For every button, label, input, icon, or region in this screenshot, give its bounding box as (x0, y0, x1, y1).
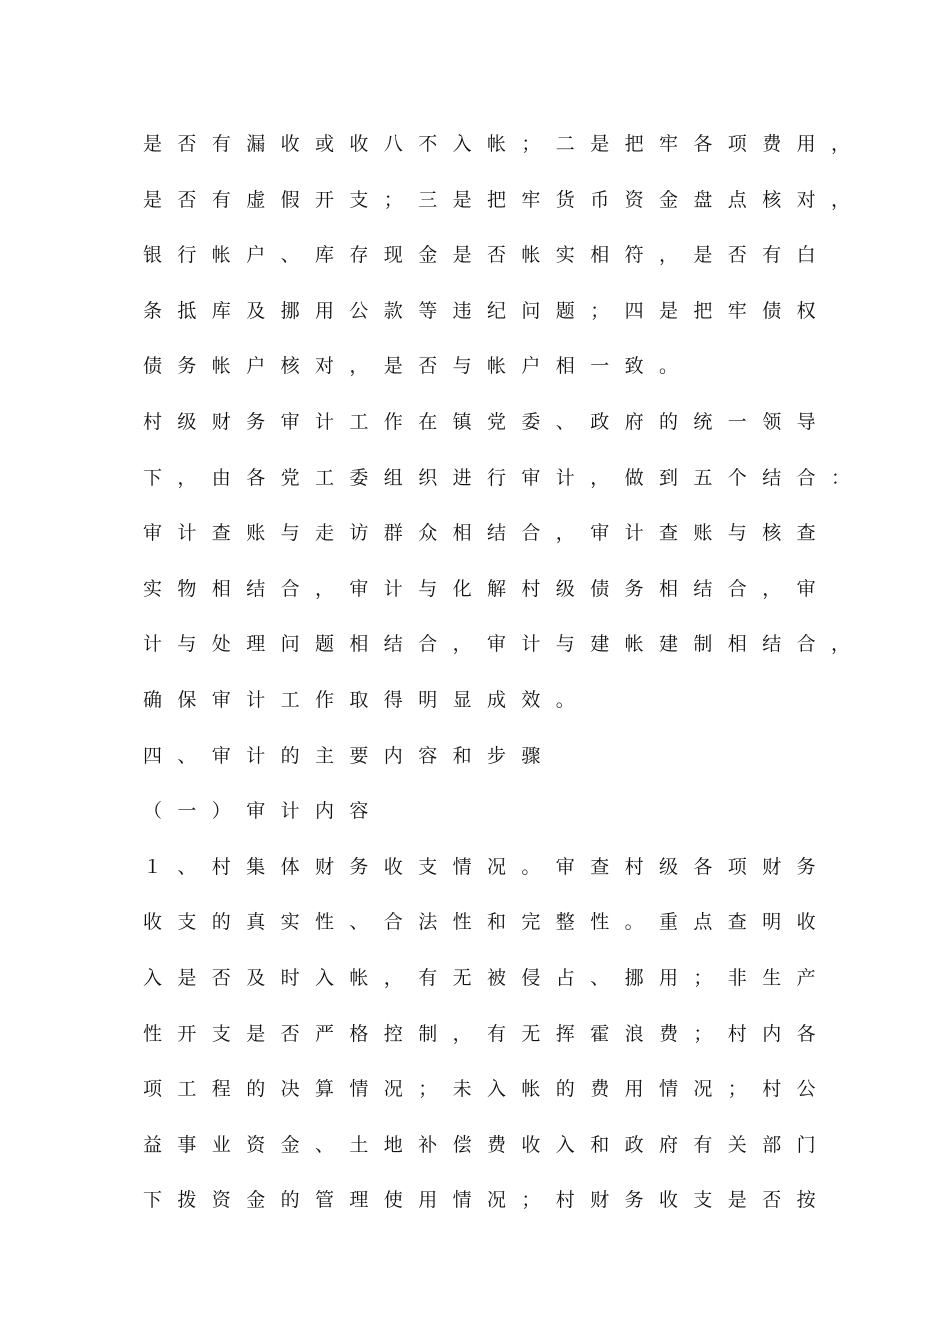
subsection-heading: （一）审计内容 (143, 800, 384, 823)
text-line: 是否有漏收或收八不入帐；二是把牢各项费用， (143, 133, 866, 155)
text-line: 确保审计工作取得明显成效。 (143, 688, 591, 711)
text-line: 债务帐户核对，是否与帐户相一致。 (143, 355, 694, 378)
text-line: 村级财务审计工作在镇党委、政府的统一领导 (143, 410, 832, 433)
text-line: 实物相结合，审计与化解村级债务相结合，审 (143, 577, 832, 600)
text-line: 收支的真实性、合法性和完整性。重点查明收 (143, 911, 832, 934)
section-heading: 四、审计的主要内容和步骤 (143, 744, 556, 767)
text-line: １、村集体财务收支情况。审查村级各项财务 (143, 855, 832, 878)
text-line: 益事业资金、土地补偿费收入和政府有关部门 (143, 1133, 832, 1156)
text-line: 是否有虚假开支；三是把牢货币资金盘点核对， (143, 188, 866, 211)
text-line: 条抵库及挪用公款等违纪问题；四是把牢债权 (143, 299, 832, 322)
text-line: 项工程的决算情况；未入帐的费用情况；村公 (143, 1078, 832, 1101)
text-line: 审计查账与走访群众相结合，审计查账与核查 (143, 522, 832, 545)
text-line: 银行帐户、库存现金是否帐实相符，是否有白 (143, 244, 832, 267)
text-line: 下，由各党工委组织进行审计，做到五个结合： (143, 466, 866, 489)
body-text (143, 117, 866, 1229)
text-line: 性开支是否严格控制，有无挥霍浪费；村内各 (143, 1022, 832, 1045)
text-line: 计与处理问题相结合，审计与建帐建制相结合， (143, 633, 866, 656)
text-line: 入是否及时入帐，有无被侵占、挪用；非生产 (143, 966, 832, 989)
text-line: 下拨资金的管理使用情况；村财务收支是否按 (143, 1189, 832, 1212)
